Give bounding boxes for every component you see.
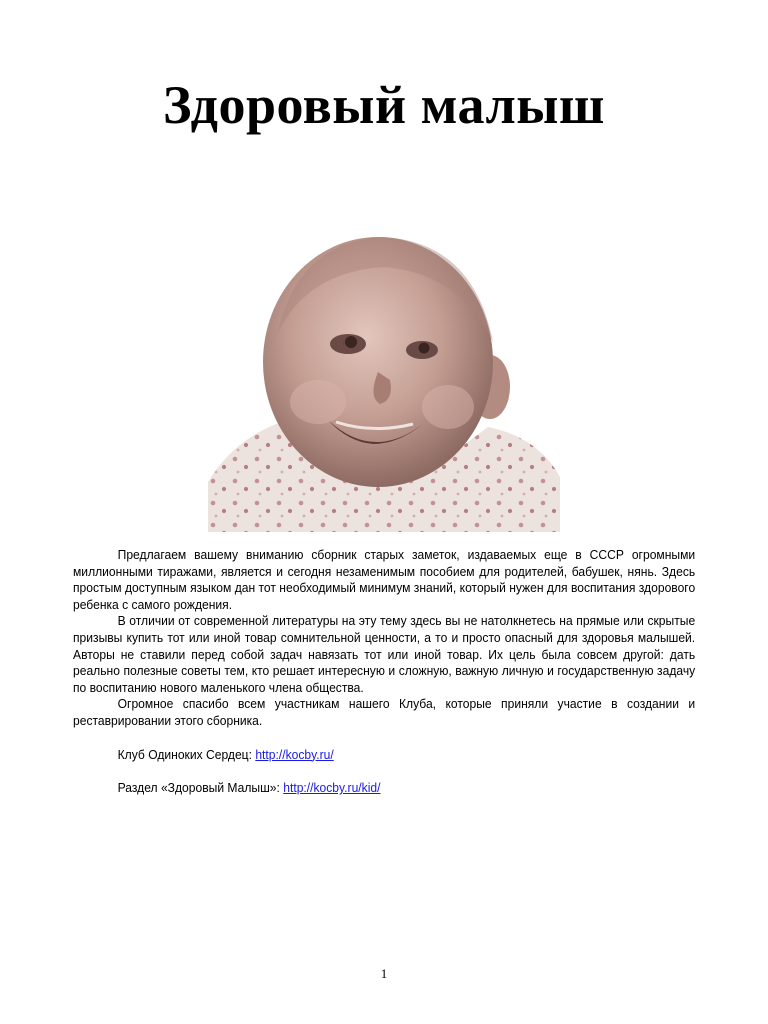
document-title: Здоровый малыш xyxy=(162,75,606,135)
paragraph: Огромное спасибо всем участникам нашего Клуба, которые приняли участие в создании и реставрировании этого сборника. xyxy=(73,696,696,728)
baby-portrait-icon xyxy=(208,212,560,532)
section-link[interactable]: http://kocby.ru/kid/ xyxy=(283,780,381,796)
section-link-line xyxy=(73,780,695,797)
club-link[interactable]: http://kocby.ru/ xyxy=(255,746,334,762)
baby-portrait-image xyxy=(208,212,560,532)
document-body xyxy=(73,547,695,797)
section-link-label: Раздел «Здоровый Малыш»: xyxy=(117,780,284,796)
club-link-line xyxy=(73,747,695,764)
paragraph: Предлагаем вашему вниманию сборник старых заметок, издаваемых еще в СССР огромными миллионными тиражами, является и сегодня незаменимым пособием для родителей, бабушек, нянь. Здесь простым доступным языком дан тот необходимый минимум знаний, который нужен для воспитания здорового ребенка с самого рождения. xyxy=(73,547,696,612)
page-number: 1 xyxy=(380,966,388,981)
paragraph: В отличии от современной литературы на эту тему здесь вы не натолкнетесь на прямые или скрытые призывы купить тот или иной товар сомнительной ценности, а то и просто опасный для здоровья малышей. Авторы не ставили перед собой задач навязать тот или иной товар. Их цель была совсем другой: дать реально полезные советы тем, кто решает интересную и сложную, важную личную и государственную задачу по воспитанию нового маленького члена общества. xyxy=(73,613,696,695)
club-link-label: Клуб Одиноких Сердец: xyxy=(117,746,256,762)
